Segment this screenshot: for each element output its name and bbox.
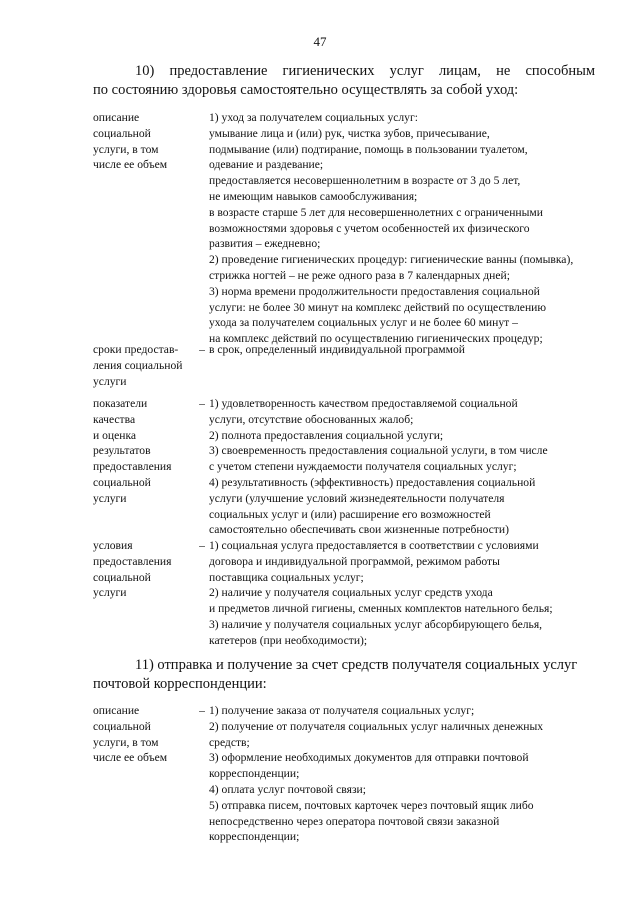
row-dash: – (199, 704, 205, 717)
row-label: сроки предостав- ления социальной услуги (93, 343, 183, 388)
section-heading-line: по состоянию здоровья самостоятельно осуществлять за собой уход: (93, 82, 519, 98)
row-dash: – (199, 397, 205, 410)
section-heading-line: почтовой корреспонденции: (93, 676, 267, 692)
row-content: 1) удовлетворенность качеством предоставляемой социальной услуги, отсутствие обоснованных жалоб; 2) полнота предоставления социальной услуги; 3) своевременность предоставления социальной услуги, в том числе с учетом степени нуждаемости получателя социальных услуг; 4) результативность (эффективность) предоставления социальной услуги (улучшение условий жизнедеятельности получателя социальных услуг и (или) расширение его возможностей самостоятельно обеспечивать свои жизненные потребности) (209, 397, 548, 537)
row-description (93, 110, 603, 347)
row-conditions (93, 538, 603, 649)
row-description (93, 703, 603, 845)
row-quality (93, 396, 603, 538)
row-terms (93, 342, 603, 389)
row-label: описание социальной услуги, в том числе ее объем (93, 704, 168, 765)
section-10-heading (93, 62, 595, 100)
section-heading-line: 11) отправка и получение за счет средств получателя социальных услуг (135, 657, 578, 673)
row-content: в срок, определенный индивидуальной программой (209, 343, 465, 356)
section-11-heading (93, 656, 595, 694)
row-dash: – (199, 343, 205, 356)
row-label: условия предоставления социальной услуги (93, 539, 172, 600)
row-dash: – (199, 539, 205, 552)
section-11-rows (93, 703, 603, 845)
section-10-terms (93, 342, 603, 389)
page-number: 47 (313, 34, 327, 49)
section-10-rows (93, 110, 603, 347)
row-content: 1) получение заказа от получателя социальных услуг; 2) получение от получателя социальных услуг наличных денежных средств; 3) оформление необходимых документов для отправки почтовой корреспонденции; 4) оплата услуг почтовой связи; 5) отправка писем, почтовых карточек через почтовый ящик либо непосредственно через оператора почтовой связи заказной корреспонденции; (209, 704, 544, 844)
section-10-conditions (93, 538, 603, 649)
section-10-quality (93, 396, 603, 538)
row-content: 1) социальная услуга предоставляется в соответствии с условиями договора и индивидуальной программой, режимом работы поставщика социальных услуг; 2) наличие у получателя социальных услуг средств ухода и предметов личной гигиены, сменных комплектов нательного белья; 3) наличие у получателя социальных услуг абсорбирующего белья, катетеров (при необходимости); (209, 539, 553, 647)
row-label: показатели качества и оценка результатов предоставления социальной услуги (93, 397, 172, 505)
row-content: 1) уход за получателем социальных услуг: умывание лица и (или) рук, чистка зубов, причесывание, подмывание (или) подтирание, помощь в пользовании туалетом, одевание и раздевание; предоставляется несовершеннолетним в возрасте от 3 до 5 лет, не имеющим навыков самообслуживания; в возрасте старше 5 лет для несовершеннолетних с ограниченными возможностями здоровья с учетом особенностей их физического развития – ежедневно; 2) проведение гигиенических процедур: гигиенические ванны (помывка), стрижка ногтей – не реже одного раза в 7 календарных дней; 3) норма времени продолжительности предоставления социальной услуги: не более 30 минут на комплекс действий по осуществлению ухода за получателем социальных услуг и не более 60 минут – на комплекс действий по осуществлению гигиенических процедур; (209, 111, 574, 346)
section-heading-line: 10) предоставление гигиенических услуг лицам, не способным (135, 63, 595, 79)
row-dash (195, 110, 209, 347)
row-label: описание социальной услуги, в том числе ее объем (93, 111, 168, 172)
